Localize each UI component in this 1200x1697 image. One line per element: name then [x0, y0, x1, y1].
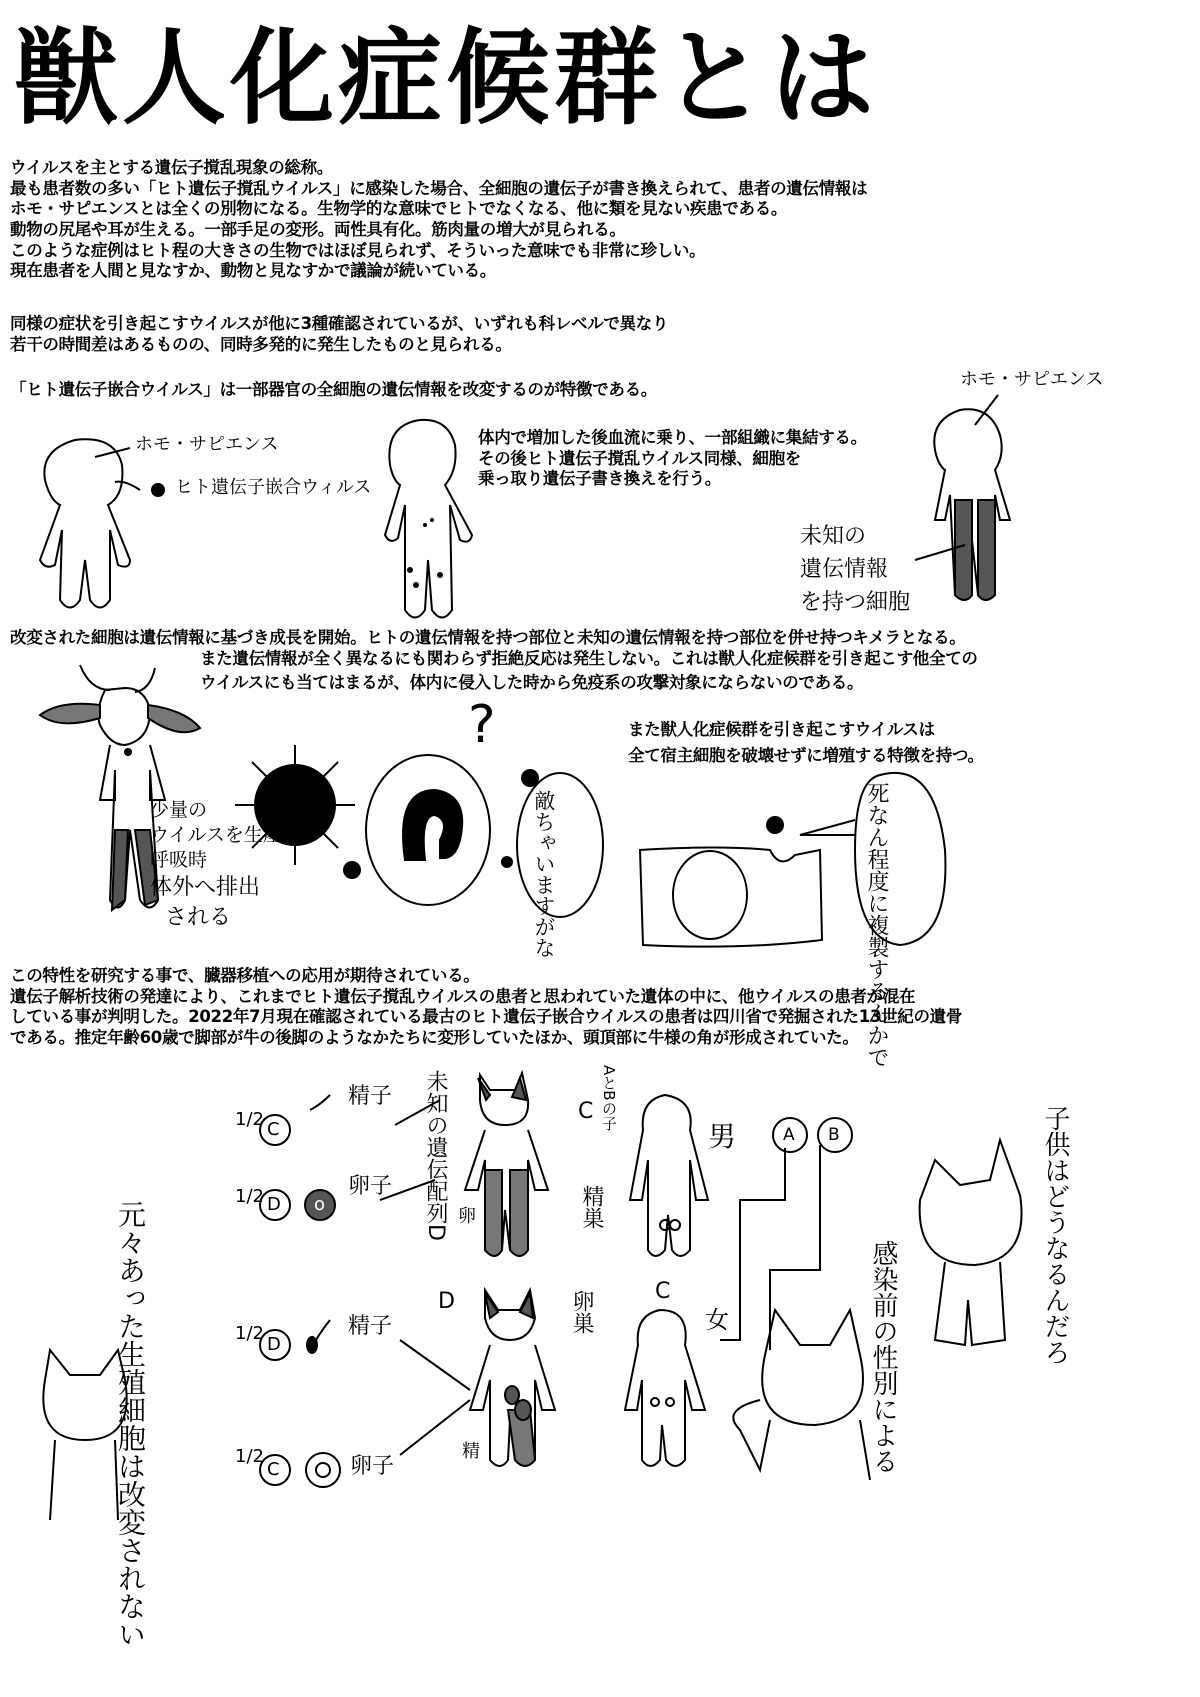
text-line: 体外へ排出	[150, 875, 261, 900]
text-line: である。推定年齢60歳で脚部が牛の後脚のようなかたちに変形していたほか、頭頂部に牛様の角が形成されていた。	[10, 1028, 859, 1048]
human-figure-icon	[630, 1095, 708, 1256]
sperm-label: 精子	[348, 1314, 393, 1339]
text-line: 全て宿主細胞を破壊せずに増殖する特徴を持つ。	[628, 746, 984, 765]
replicate-bubble-text: 死なん程度に複製するんかで	[864, 782, 889, 1068]
human-figure-icon	[40, 439, 130, 607]
text-line: この特性を研究する事で、臓器移植への応用が期待されている。	[10, 966, 480, 985]
label-chimera-virus: ヒト遺伝子嵌合ウィルス	[175, 477, 372, 498]
sperm-label: 精子	[348, 1084, 393, 1109]
gene-d: D	[267, 1334, 281, 1355]
ovary-label: 卵巣	[569, 1290, 594, 1334]
growth-paragraph	[10, 628, 978, 693]
cat-figure-icon	[733, 1310, 870, 1480]
text-line: ホモ・サピエンスとは全くの別物になる。生物学的な意味でヒトでなくなる、他に類を見ない疾患である。	[10, 199, 788, 219]
exhale-note	[150, 798, 282, 933]
gene-c-label: C	[655, 1279, 671, 1304]
egg-label: 卵子	[348, 1174, 393, 1199]
text-line: ウイルスを生産	[150, 824, 282, 846]
parent-a-label: A	[783, 1125, 795, 1145]
text-line: 遺伝子解析技術の発達により、これまでヒト遺伝子撹乱ウイルスの患者と思われていた遺体の中に、他ウイルスの患者が混在	[10, 986, 916, 1006]
label-homo-sapiens-right: ホモ・サピエンス	[960, 369, 1104, 390]
text-line: している事が判明した。2022年7月現在確認されている最古のヒト遺伝子嵌合ウイルスの患者は四川省で発掘された13世紀の遺骨	[10, 1007, 963, 1027]
half-label: 1/2	[235, 1446, 264, 1467]
text-line: このような症例はヒト程の大きさの生物ではほぼ見られず、そういった意味でも非常に珍しい。	[10, 240, 706, 260]
replication-text	[628, 718, 984, 765]
immune-cell-icon	[366, 755, 490, 905]
human-figure-icon	[625, 1310, 705, 1466]
arrow	[115, 482, 140, 490]
child-ab-label: AとBの子	[600, 1065, 618, 1131]
host-cell-icon	[640, 848, 822, 947]
text-line: 遺伝情報	[800, 557, 889, 582]
text-line: 未知の	[800, 524, 867, 549]
text-line: 「ヒト遺伝子嵌合ウイルス」は一部器官の全細胞の遺伝情報を改変するのが特徴である。	[10, 380, 658, 399]
text-line: 動物の尻尾や耳が生える。一部手足の変形。両性具有化。筋肉量の増大が見られる。	[10, 220, 626, 240]
label-homo-sapiens: ホモ・サピエンス	[135, 434, 279, 455]
gene-c-label: C	[578, 1099, 594, 1124]
male-label: 男	[708, 1120, 737, 1153]
page-title: 獣人化症候群とは	[14, 17, 879, 139]
text-line: 改変された細胞は遺伝情報に基づき成長を開始。ヒトの遺伝情報を持つ部位と未知の遺伝情報を持つ部位を併せ持つキメラとなる。	[10, 628, 966, 647]
research-paragraph	[10, 966, 962, 1049]
gene-d-label: D	[438, 1289, 455, 1314]
text-line: を持つ細胞	[800, 590, 911, 615]
unknown-sequence-label: 未知の遺伝配列D	[423, 1070, 448, 1241]
chimera-figure-icon	[470, 1290, 555, 1466]
half-label: 1/2	[235, 1323, 264, 1344]
text-line: また遺伝情報が全く異なるにも関わらず拒絶反応は発生しない。これは獣人化症候群を引き起こす他全ての	[200, 648, 978, 668]
original-cells-note: 元々あった生殖細胞は改変されない	[114, 1200, 147, 1648]
text-line: 少量の	[150, 799, 208, 821]
depends-sex-note: 感染前の性別による	[868, 1240, 898, 1474]
text-line: その後ヒト遺伝子撹乱ウイルス同様、細胞を	[478, 448, 802, 468]
text-line: される	[165, 905, 232, 930]
gamete-icons	[260, 1095, 340, 1487]
text-line: 同様の症状を引き起こすウイルスが他に3種確認されているが、いずれも科レベルで異なり	[10, 314, 669, 333]
speech-bubble	[517, 773, 603, 958]
enemy-bubble-text: 敵ちゃいますがな	[532, 790, 556, 958]
half-label: 1/2	[235, 1109, 264, 1130]
egg-short-label: 卵	[458, 1206, 476, 1227]
gene-d: D	[267, 1194, 281, 1215]
sperm-short-label: 精	[462, 1441, 480, 1462]
human-figure-icon	[385, 420, 472, 618]
egg-label: 卵子	[350, 1454, 395, 1479]
what-children-note: 子供はどうなるんだろ	[1040, 1105, 1070, 1365]
text-line: 現在患者を人間と見なすか、動物と見なすかで議論が続いている。	[10, 261, 497, 281]
text-line: 最も患者数の多い「ヒト遺伝子撹乱ウイルス」に感染した場合、全細胞の遺伝子が書き換えられて、患者の遺伝情報は	[10, 178, 868, 198]
cat-figure-icon	[920, 1140, 1022, 1345]
human-figure-icon	[915, 395, 1010, 600]
text-line: 呼吸時	[150, 849, 208, 871]
text-line: また獣人化症候群を引き起こすウイルスは	[628, 720, 935, 739]
text-line: 体内で増加した後血流に乗り、一部組織に集結する。	[478, 428, 867, 447]
text-line: 若干の時間差はあるものの、同時多発的に発生したものと見られる。	[10, 334, 512, 354]
text-line: ウイルスにも当てはまるが、体内に侵入した時から免疫系の攻撃対象にならないのである。	[200, 672, 864, 692]
chimera-figure-icon	[465, 1073, 548, 1256]
parent-b-label: B	[828, 1125, 840, 1145]
process-text	[478, 428, 867, 490]
virus-icon	[151, 483, 165, 497]
female-label: 女	[705, 1306, 729, 1334]
half-label: 1/2	[235, 1186, 264, 1207]
question-mark: ?	[468, 695, 496, 755]
gene-c: C	[267, 1119, 280, 1140]
label-unknown-cells	[800, 520, 910, 619]
testis-label: 精巣	[579, 1185, 604, 1229]
egg-nucleus: o	[314, 1194, 326, 1215]
text-line: 乗っ取り遺伝子書き換えを行う。	[478, 469, 722, 489]
text-line: ウイルスを主とする遺伝子撹乱現象の総称。	[10, 158, 334, 177]
gene-c: C	[267, 1459, 280, 1480]
